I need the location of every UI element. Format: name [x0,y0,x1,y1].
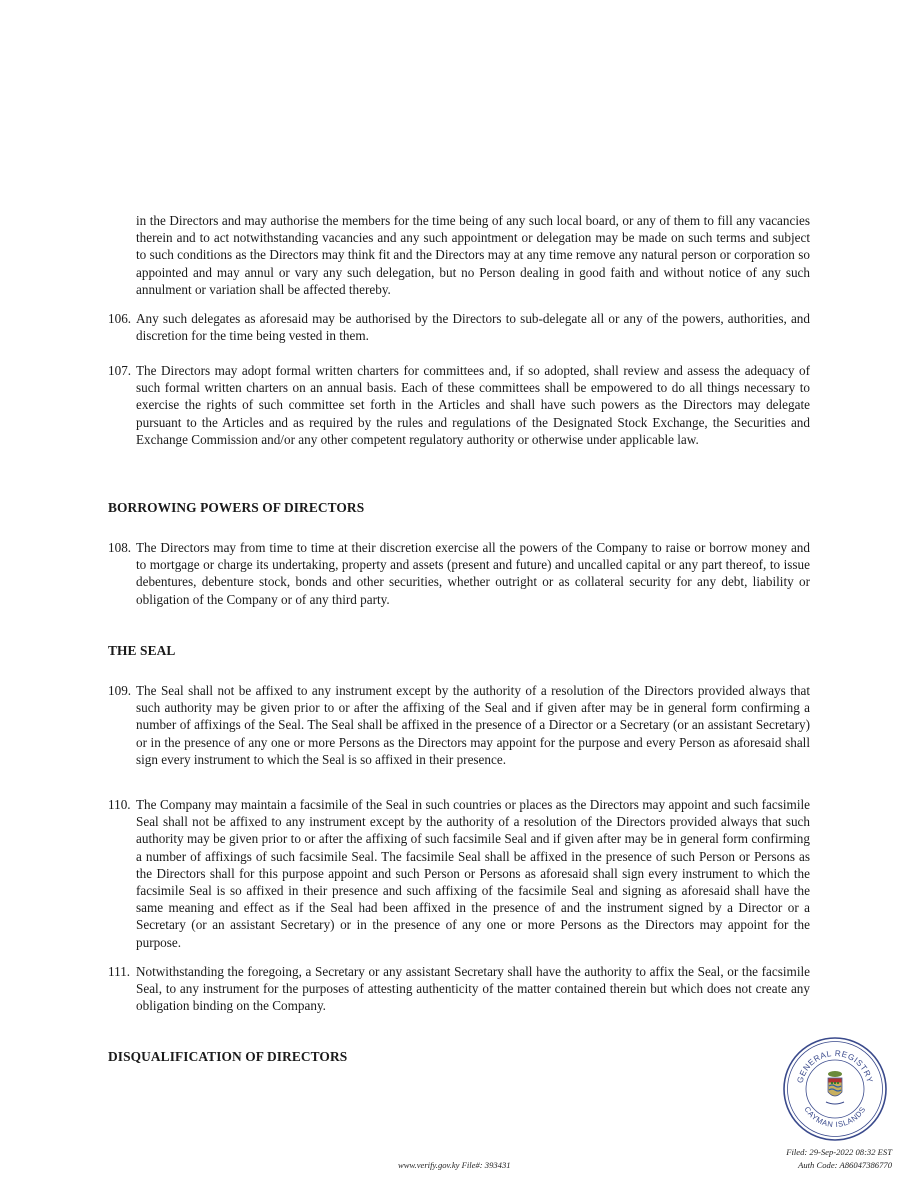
continuation-paragraph: in the Directors and may authorise the members for the time being of any such local board, or any of them to fill any vacancies therein and to act notwithstanding vacancies and any such appointment or delegation may be made on such terms and subject to such conditions as the Directors may think fit and the Directors may at any time remove any natural person or corporation so appointed and may annul or vary any such delegation, but no Person dealing in good faith and without notice of any such annulment or variation shall be affected thereby. [136,213,810,297]
clause-109 [108,682,810,768]
clause-110 [108,796,810,951]
clause-text: Notwithstanding the foregoing, a Secretary or any assistant Secretary shall have the authority to affix the Seal, or the facsimile Seal, to any instrument for the purposes of attesting authenticity of the matter contained therein but which does not create any obligation binding on the Company. [136,964,810,1014]
clause-108 [108,539,810,608]
clause-number: 109. [108,683,132,698]
clause-text: The Seal shall not be affixed to any instrument except by the authority of a resolution of the Directors provided always that such authority may be given prior to or after the affixing of the Seal and if given after may be in general form confirming a number of affixings of the Seal. The Seal shall be affixed in the presence of a Director or a Secretary (or an assistant Secretary) or in the presence of any one or more Persons as the Directors may appoint for the purpose and every Person as aforesaid shall sign every instrument to which the Seal is so affixed in their presence. [136,683,810,767]
clause-number: 107. [108,363,132,378]
clause-106 [108,310,810,344]
heading-disqualification: DISQUALIFICATION OF DIRECTORS [108,1049,348,1064]
clause-111 [108,963,810,1015]
filed-date: Filed: 29-Sep-2022 08:32 EST [786,1147,892,1157]
clause-text: The Directors may from time to time at their discretion exercise all the powers of the Company to raise or borrow money and to mortgage or charge its undertaking, property and assets (present and future) and uncalled capital or any part thereof, to issue debentures, debenture stock, bonds and other securities, whether outright or as collateral security for any debt, liability or obligation of the Company or of any third party. [136,540,810,607]
filing-stamp [786,1146,892,1172]
general-registry-seal [782,1036,888,1142]
clause-107 [108,362,810,448]
seal-top-text: GENERAL REGISTRY [795,1048,875,1085]
heading-borrowing-powers: BORROWING POWERS OF DIRECTORS [108,500,365,515]
clause-text: The Company may maintain a facsimile of the Seal in such countries or places as the Directors may appoint and such facsimile Seal shall not be affixed to any instrument except by the authority of a resolution of the Directors provided always that such authority may be given prior to or after the affixing of such facsimile Seal and if given after may be in general form confirming a number of affixings of such facsimile Seal. The facsimile Seal shall be affixed in the presence of such Person or Persons as the Directors shall for this purpose appoint and such Person or Persons as aforesaid shall sign every instrument to which the facsimile Seal is so affixed in their presence and such affixing of the facsimile Seal and signing as aforesaid shall have the same meaning and effect as if the Seal had been affixed in the presence of and the instrument signed by a Director or a Secretary (or an assistant Secretary) or in the presence of any one or more Persons as the Directors may appoint for the purpose. [136,797,810,950]
heading-the-seal: THE SEAL [108,643,176,658]
clause-text: The Directors may adopt formal written charters for committees and, if so adopted, shall review and assess the adequacy of such formal written charters on an annual basis. Each of these committees shall be empowered to do all things necessary to exercise the rights of such committee set forth in the Articles and shall have such powers as the Directors may delegate pursuant to the Articles and as required by the rules and regulations of the Designated Stock Exchange, the Securities and Exchange Commission and/or any other competent regulatory authority or otherwise under applicable law. [136,363,810,447]
seal-bottom-text: CAYMAN ISLANDS [802,1104,868,1130]
coat-of-arms-icon [826,1071,844,1104]
clause-number: 108. [108,540,132,555]
clause-number: 111. [108,964,131,979]
clause-number: 106. [108,311,132,326]
clause-text: Any such delegates as aforesaid may be authorised by the Directors to sub-delegate all or any of the powers, authorities, and discretion for the time being vested in them. [136,311,810,344]
verify-footer: www.verify.gov.ky File#: 393431 [398,1160,511,1170]
clause-number: 110. [108,797,131,812]
auth-code: Auth Code: A86047386770 [798,1160,892,1170]
